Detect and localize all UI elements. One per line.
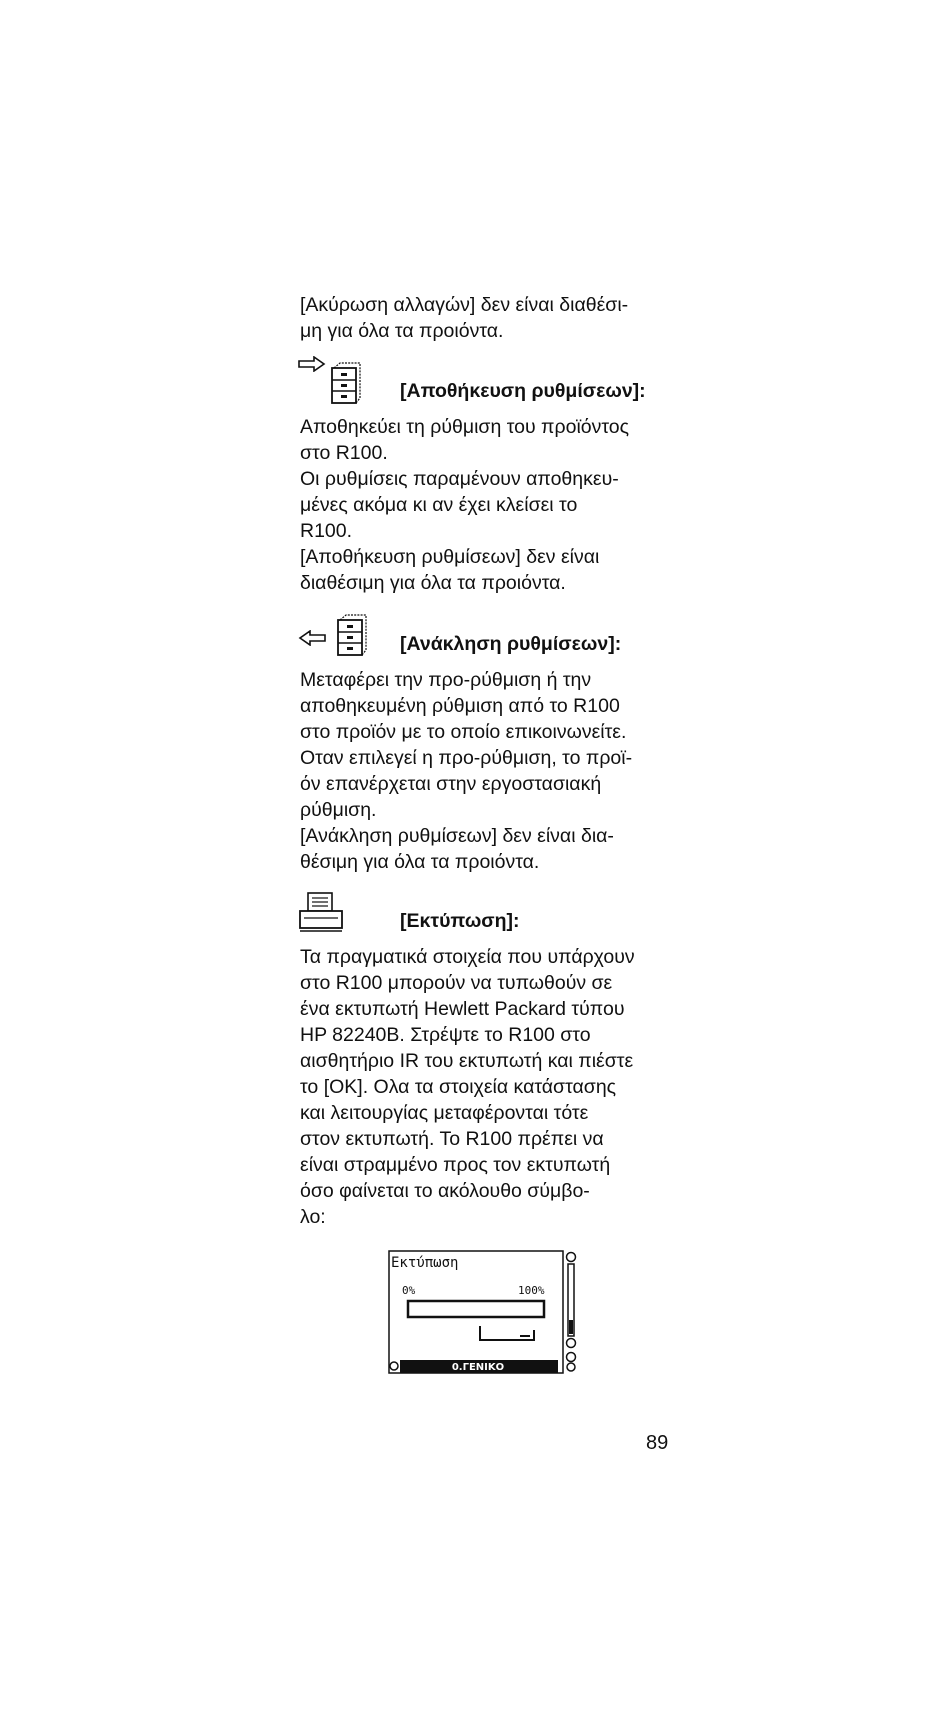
save-settings-heading: [Αποθήκευση ρυθμίσεων]: [400,380,646,402]
nav-up-icon [567,1353,576,1362]
text-line: είναι στραμμένο προς τον εκτυπωτή [300,1154,611,1176]
intro-paragraph [300,292,680,344]
text-line: [Αποθήκευση ρυθμίσεων] δεν είναι [300,546,600,568]
print-paragraph [300,944,680,1230]
text-line: Αποθηκεύει τη ρύθμιση του προϊόντος [300,416,630,438]
text-line: στον εκτυπωτή. Το R100 πρέπει να [300,1128,604,1150]
text-line: R100. [300,520,353,542]
text-line: στο R100 μπορούν να τυπωθούν σε [300,972,613,994]
lcd-screen [388,1250,580,1374]
text-line: θέσιμη για όλα τα προιόντα. [300,851,540,873]
text-line: διαθέσιμη για όλα τα προιόντα. [300,572,566,594]
recall-paragraph [300,667,680,875]
lcd-progress-bar [408,1301,544,1317]
lcd-scale-min: 0% [402,1284,416,1297]
text-line: HP 82240B. Στρέψτε το R100 στο [300,1024,591,1046]
lcd-scale-max: 100% [518,1284,545,1297]
text-line: Μεταφέρει την προ-ρύθμιση ή την [300,669,592,691]
scroll-up-icon [567,1253,576,1262]
text-line: και λειτουργίας μεταφέρονται τότε [300,1102,589,1124]
nav-right-icon [567,1363,575,1371]
text-line: Οταν επιλεγεί η προ-ρύθμιση, το προϊ- [300,747,633,769]
text-line: το [OK]. Ολα τα στοιχεία κατάστασης [300,1076,617,1098]
text-line: μη για όλα τα προιόντα. [300,320,504,342]
text-line: στο προϊόν με το οποίο επικοινωνείτε. [300,721,627,743]
text-line: λο: [300,1206,326,1228]
printer-icon [298,892,344,932]
text-line: μένες ακόμα κι αν έχει κλείσει το [300,494,578,516]
print-heading: [Εκτύπωση]: [400,910,520,932]
scrollbar-thumb [569,1320,573,1334]
text-line: Οι ρυθμίσεις παραμένουν αποθηκευ- [300,468,619,490]
text-line: όσο φαίνεται το ακόλουθο σύμβο- [300,1180,590,1202]
cabinet-icon [336,614,368,656]
text-line: ένα εκτυπωτή Hewlett Packard τύπου [300,998,625,1020]
text-line: Τα πραγματικά στοιχεία που υπάρχουν [300,946,635,968]
cabinet-icon [330,362,362,404]
scroll-down-icon [567,1339,576,1348]
arrow-right-icon [298,356,326,372]
save-paragraph [300,414,680,596]
text-line: στο R100. [300,442,388,464]
lcd-footer-label: 0.ΓΕΝΙΚΟ [451,1362,505,1373]
nav-left-icon [390,1362,398,1370]
text-line: αισθητήριο IR του εκτυπωτή και πιέστε [300,1050,634,1072]
text-line: [Ανάκληση ρυθμίσεων] δεν είναι δια- [300,825,614,847]
recall-settings-heading: [Ανάκληση ρυθμίσεων]: [400,633,622,655]
text-line: [Ακύρωση αλλαγών] δεν είναι διαθέσι- [300,294,629,316]
lcd-title: Εκτύπωση [391,1255,459,1271]
text-line: ρύθμιση. [300,799,377,821]
text-line: αποθηκευμένη ρύθμιση από το R100 [300,695,620,717]
arrow-left-icon [298,630,326,646]
page-number: 89 [646,1432,669,1454]
text-line: όν επανέρχεται στην εργοστασιακή [300,773,602,795]
